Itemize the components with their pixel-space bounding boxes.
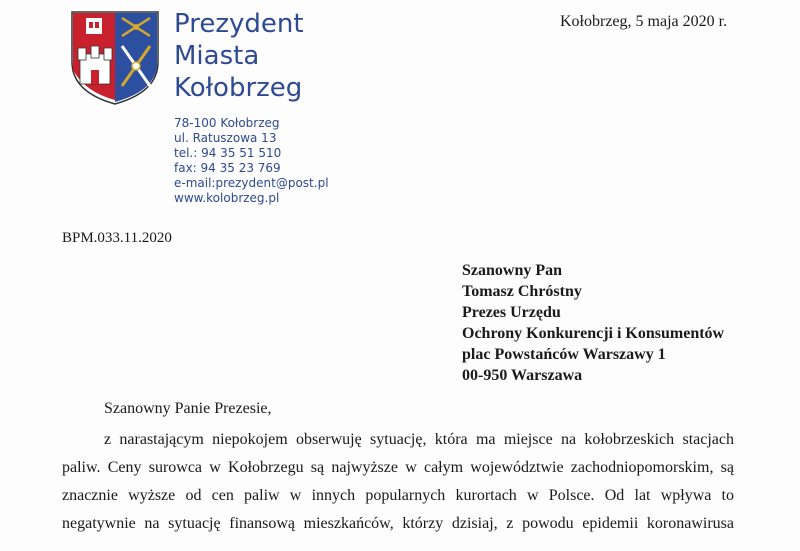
recipient-line: 00-950 Warszawa bbox=[462, 367, 583, 384]
letterhead-title bbox=[174, 8, 304, 104]
recipient-line: plac Powstańców Warszawy 1 bbox=[462, 346, 666, 363]
contact-address: 78-100 Kołobrzeg bbox=[174, 116, 280, 130]
body-line: znacznie wyższe od cen paliw w innych popularnych kurortach w Polsce. Od lat wpływa to bbox=[62, 487, 734, 504]
contact-email: e-mail:prezydent@post.pl bbox=[174, 176, 329, 190]
letterhead-title-line: Prezydent bbox=[174, 9, 304, 39]
body-line: negatywnie na sytuację finansową mieszkańców, którzy dzisiaj, z powodu epidemii koronawirusa bbox=[62, 515, 734, 532]
recipient-line: Tomasz Chróstny bbox=[462, 283, 582, 300]
letterhead-contact bbox=[174, 116, 329, 206]
body-line: z narastającym niepokojem obserwuję sytuację, która ma miejsce na kołobrzeskich stacjach bbox=[104, 431, 734, 448]
letter-body bbox=[62, 426, 734, 538]
body-line: paliw. Ceny surowca w Kołobrzegu są najwyższe w całym województwie zachodniopomorskim, są bbox=[62, 459, 734, 476]
contact-fax: fax: 94 35 23 769 bbox=[174, 161, 281, 175]
salutation: Szanowny Panie Prezesie, bbox=[104, 400, 272, 417]
recipient-line: Szanowny Pan bbox=[462, 262, 563, 279]
recipient-block bbox=[462, 260, 724, 386]
reference-number: BPM.033.11.2020 bbox=[62, 230, 172, 246]
recipient-line: Ochrony Konkurencji i Konsumentów bbox=[462, 325, 725, 342]
recipient-line: Prezes Urzędu bbox=[462, 304, 561, 321]
letterhead-title-line: Miasta bbox=[174, 41, 260, 71]
contact-phone: tel.: 94 35 51 510 bbox=[174, 146, 282, 160]
kolobrzeg-coat-of-arms-icon bbox=[70, 10, 160, 106]
letter-date: Kołobrzeg, 5 maja 2020 r. bbox=[560, 13, 728, 30]
contact-website: www.kolobrzeg.pl bbox=[174, 191, 280, 205]
contact-street: ul. Ratuszowa 13 bbox=[174, 131, 277, 145]
letterhead-title-line: Kołobrzeg bbox=[174, 73, 303, 103]
